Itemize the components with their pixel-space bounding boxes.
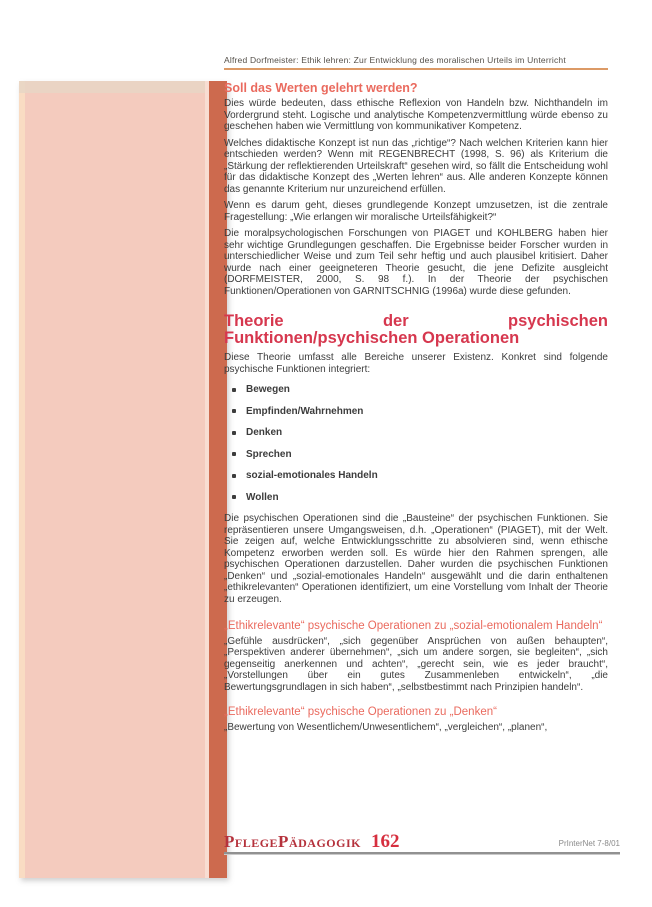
page-footer: [224, 833, 620, 855]
subheading-denken: „Ethikrelevante“ psychische Operationen zu „Denken“: [224, 706, 497, 718]
list-item: [224, 487, 608, 509]
list-item: [224, 401, 608, 423]
paragraph: „Gefühle ausdrücken“, „sich gegenüber Ansprüchen von außen behaupten“, „Perspektiven anderer übernehmen“, „sich um andere sorgen, sie begleiten“, „sich gegenseitig anerkennen und achten“, „gerecht sein, wie es jeder braucht“, „Vorstellungen über ein gutes Zusammenleben entwickeln“, „die Bewertungsgrundlagen in sich haben“, „selbstbestimmt nach Prinzipien handeln“.: [224, 635, 608, 693]
subheading-sozial-emotional: „Ethikrelevante“ psychische Operationen zu „sozial-emotionalem Handeln“: [224, 620, 603, 632]
decorative-side-banner: [19, 81, 227, 878]
list-item-label: Sprechen: [246, 448, 292, 460]
bullet-icon: [232, 452, 236, 456]
list-item: [224, 422, 608, 444]
list-item: [224, 465, 608, 487]
bullet-icon: [232, 409, 236, 413]
paragraph: Die moralpsychologischen Forschungen von PIAGET und KOHLBERG haben hier sehr wichtige Grundlegungen geschaffen. Die Ergebnisse beider Forscher wurden in unterschiedlicher Weise und zum Teil sehr heftig und auch plausibel kritisiert. Daher wurde nach einer geeigneteren Theorie gesucht, die jene Defizite ausgleicht (DORFMEISTER, 2000, S. 98 f.). In der Theorie der psychischen Funktionen/Operationen von GARNITSCHNIG (1996a) wurde diese gefunden.: [224, 228, 608, 297]
running-head: Alfred Dorfmeister: Ethik lehren: Zur Entwicklung des moralischen Urteils im Unterricht: [224, 55, 608, 70]
list-item: [224, 444, 608, 466]
paragraph: „Bewertung von Wesentlichem/Unwesentlichem“, „vergleichen“, „planen“,: [224, 721, 548, 733]
list-item-label: sozial-emotionales Handeln: [246, 470, 378, 482]
page-number: 162: [370, 831, 400, 852]
paragraph: Wenn es darum geht, dieses grundlegende Konzept umzusetzen, ist die zentrale Fragestellung: „Wie erlangen wir moralische Urteilsfähigkeit?“: [224, 200, 608, 223]
list-item-label: Denken: [246, 427, 283, 439]
bullet-icon: [232, 431, 236, 435]
paragraph: Dies würde bedeuten, dass ethische Reflexion von Handeln bzw. Nichthandeln im Vordergrund steht. Logische und analytische Kompetenzvermittlung würde ebenso zu geschehen haben wie Vermittlung von kommunikativer Kompetenz.: [224, 98, 608, 132]
paragraph: Diese Theorie umfasst alle Bereiche unserer Existenz. Konkret sind folgende psychische Funktionen integriert:: [224, 352, 608, 375]
bullet-icon: [232, 474, 236, 478]
bullet-icon: [232, 495, 236, 499]
list-item: [224, 379, 608, 401]
paragraph: Welches didaktische Konzept ist nun das „richtige“? Nach welchen Kriterien kann hier entschieden werden? Wenn mit REGENBRECHT (1998, S. 96) als Kriterium die „Stärkung der reflektierenden Urteilskraft“ gesehen wird, so fällt die Entscheidung wohl für das didaktische Konzept des „Werten lehren“ aus. Alle anderen Konzepte können das genannte Kriterium nur unzureichend erfüllen.: [224, 137, 608, 195]
side-banner-pink-panel: [19, 81, 205, 878]
list-item-label: Empfinden/Wahrnehmen: [246, 405, 364, 417]
journal-issue: PrInterNet 7-8/01: [558, 839, 620, 848]
footer-divider: [224, 852, 620, 855]
section-title-theorie: Theorie der psychischen Funktionen/psychischen Operationen: [224, 312, 608, 347]
section-heading-werten: Soll das Werten gelehrt werden?: [224, 81, 418, 95]
list-item-label: Bewegen: [246, 384, 290, 396]
journal-section-name: PflegePädagogik: [224, 832, 361, 851]
bullet-icon: [232, 388, 236, 392]
article-column: [224, 55, 608, 733]
paragraph: Die psychischen Operationen sind die „Bausteine“ der psychischen Funktionen. Sie repräsentieren unsere Umgangsweisen, d.h. „Operationen“ (PIAGET), mit der Welt. Sie zeigen auf, welche Entwicklungsschritte zu absolvieren sind, wenn ethische Kompetenz erworben werden soll. Es würde hier den Rahmen sprengen, alle psychischen Operationen darzustellen. Daher wurden die psychischen Funktionen „Denken“ und „sozial-emotionales Handeln“ ausgewählt und die darin enthaltenen „ethikrelevanten“ Operationen identifiziert, um eine Vorstellung vom Inhalt der Theorie zu erzeugen.: [224, 513, 608, 605]
list-item-label: Wollen: [246, 491, 279, 503]
psychic-functions-list: [224, 379, 608, 508]
